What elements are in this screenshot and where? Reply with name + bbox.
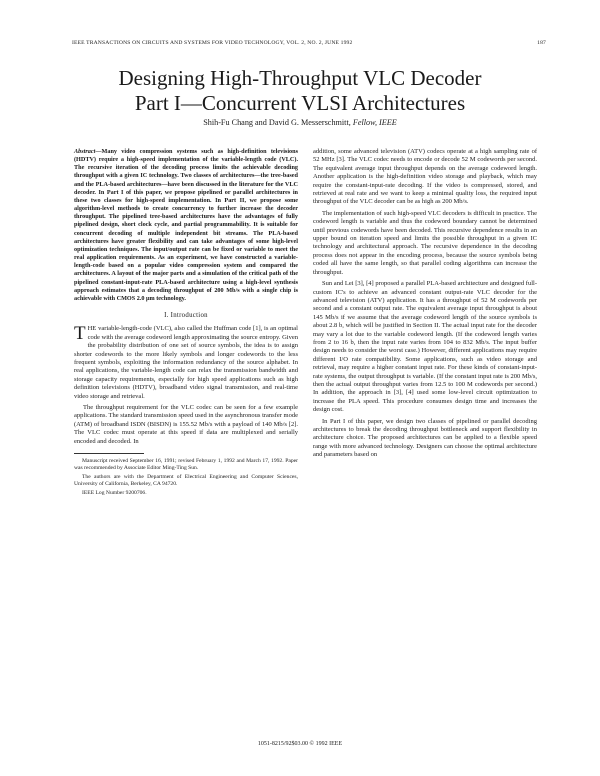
page-number: 187 bbox=[537, 40, 546, 46]
footnote-divider bbox=[74, 453, 144, 454]
title-line-2: Part I—Concurrent VLSI Architectures bbox=[134, 91, 466, 115]
section-heading-introduction: I. Introduction bbox=[164, 311, 208, 319]
intro-paragraph-1-text: HE variable-length-code (VLC), also called the Huffman code [1], is an optimal code with the average codeword length approximating the source entropy. Given the probability distribution of one set of source symbols, the idea is to assign shorter codewords to the more likely symbols and longer codewords to the less frequent symbols, exploiting the information redundancy of the source alphabet. In real applications, the variable-length code can relax the transmission bandwidth and storage capacity requirements, especially for high speed applications such as high definition televisions (HDTV), broadband video signal transmission, and real-time video storage and retrieval. bbox=[74, 325, 298, 400]
author-line bbox=[60, 118, 540, 127]
footnote-manuscript: Manuscript received September 16, 1991; revised February 1, 1992 and March 17, 1992. Paper was recommended by Associate Editor Ming-Ting Sun. bbox=[74, 458, 298, 472]
intro-paragraph-1 bbox=[74, 325, 298, 401]
abstract-text: —Many video compression systems such as high-definition televisions (HDTV) require a high-speed implementation of the variable-length code (VLC). The recursive iteration of the decoding process limits the achievable decoding throughput with a given IC technology. Two classes of architectures—the tree-based and the PLA-based architectures—have been discussed in the literature for the VLC decoder. In Part I of this paper, we propose pipelined or parallel architectures in these two classes for high-speed implementation. In Part II, we propose some algorithm-level methods to create concurrency to further increase the decoder throughput. The pipelined tree-based architectures have the advantages of fully pipelined design, short clock cycle, and partial programmability. It is suitable for concurrent decoding of multiple independent bit streams. The PLA-based architectures have greater flexibility and can take advantages of some high-level optimization techniques. The input/output rate can be fixed or variable to meet the real application requirements. As an experiment, we have constructed a variable-length-code based on a popular video compression system and compared the architectures. A layout of the major parts and a simulation of the critical path of the pipelined constant-input-rate PLA-based architecture using a high-level synthesis approach estimates that a decoding throughput of 200 Mb/s with a single chip is achievable with CMOS 2.0 μm technology. bbox=[74, 148, 298, 302]
abstract bbox=[74, 148, 298, 303]
intro-paragraph-2: The throughput requirement for the VLC codec can be seen for a few example applications. The standard transmission speed used in the asynchronous transfer mode (ATM) of broadband ISDN (BISDN) is 155.52 Mb/s with a payload of 140 Mb/s [2]. The VLC codec must operate at this speed if data are multiplexed and serially encoded and decoded. In bbox=[74, 404, 298, 445]
right-paragraph-1: addition, some advanced television (ATV) codecs operate at a high sampling rate of 52 MHz [3]. The VLC codec needs to encode or decode 52 M codewords per second. The equivalent average input throughput depends on the average codeword length. Another application is the high-definition video storage and playback, which may require the constant-input-rate decoding. If the video is compressed, stored, and retrieved at real rate and we want to keep a minimal quality loss, the required input throughput of the VLC decoder can be as high as 200 Mb/s. bbox=[313, 148, 537, 206]
right-column bbox=[313, 148, 537, 463]
title-line-1: Designing High-Throughput VLC Decoder bbox=[118, 66, 482, 90]
paper-title bbox=[60, 66, 540, 116]
left-column bbox=[74, 148, 298, 499]
author-role: Fellow, IEEE bbox=[352, 118, 397, 127]
drop-cap: T bbox=[74, 323, 86, 345]
right-paragraph-4: In Part I of this paper, we design two classes of pipelined or parallel decoding architectures to break the decoding throughput bottleneck and support flexibility in architecture choice. The proposed architectures can be applied to a flexible speed range with more advanced technology. Designers can choose the optimal architecture and parameters based on bbox=[313, 417, 537, 459]
right-paragraph-3: Sun and Lei [3], [4] proposed a parallel PLA-based architecture and designed full-custom IC's to achieve an advanced constant output-rate VLC decoder for the advanced television (ATV) application. It has a throughput of 52 M codewords per second and a constant output rate. The equivalent average input throughput is about 145 Mb/s if we assume that the average codeword length of the source symbols is about 2.8 b, which will be justified in Section II. The actual input rate for the decoder may vary a lot due to the variable codeword length. (If the codeword length varies from 2 to 16 b, then the input rate varies from 104 to 832 Mb/s. The input buffer design needs to consider the worst case.) However, different applications may require different I/O rate compatibility. Some applications, such as video storage and retrieval, may require a higher constant input rate. For these kinds of constant-input-rate systems, the output throughput is variable. (If the constant input rate is 200 Mb/s, then the actual output throughput varies from 12.5 to 100 M codewords per second.) In addition, the approach in [3], [4] used some low-level circuit optimization to increase the PLA speed. This procedure consumes design time and increases the design cost. bbox=[313, 280, 537, 414]
abstract-label: Abstract bbox=[74, 148, 96, 155]
footnotes bbox=[74, 458, 298, 497]
footnote-log-number: IEEE Log Number 9200706. bbox=[82, 490, 147, 497]
footnote-affiliation: The authors are with the Department of Electrical Engineering and Computer Sciences, University of California, Berkeley, CA 94720. bbox=[74, 474, 298, 488]
journal-header: IEEE TRANSACTIONS ON CIRCUITS AND SYSTEMS FOR VIDEO TECHNOLOGY, VOL. 2, NO. 2, JUNE 1992 bbox=[72, 40, 353, 46]
right-paragraph-2: The implementation of such high-speed VLC decoders is difficult in practice. The codeword length is variable and thus the codeword boundary cannot be determined until previous codewords have been decoded. This recursive dependence results in an upper bound on iteration speed and limits the possible throughput in a given IC technology and architectural approach. The recursive dependence in the decoding process does not appear in the encoding process, because the source symbols being coded all have the same length, so that parallel coding algorithms can increase the throughput. bbox=[313, 209, 537, 276]
author-names: Shih-Fu Chang and David G. Messerschmitt, bbox=[203, 118, 351, 127]
copyright-line: 1051-8215/92$03.00 © 1992 IEEE bbox=[257, 741, 343, 747]
